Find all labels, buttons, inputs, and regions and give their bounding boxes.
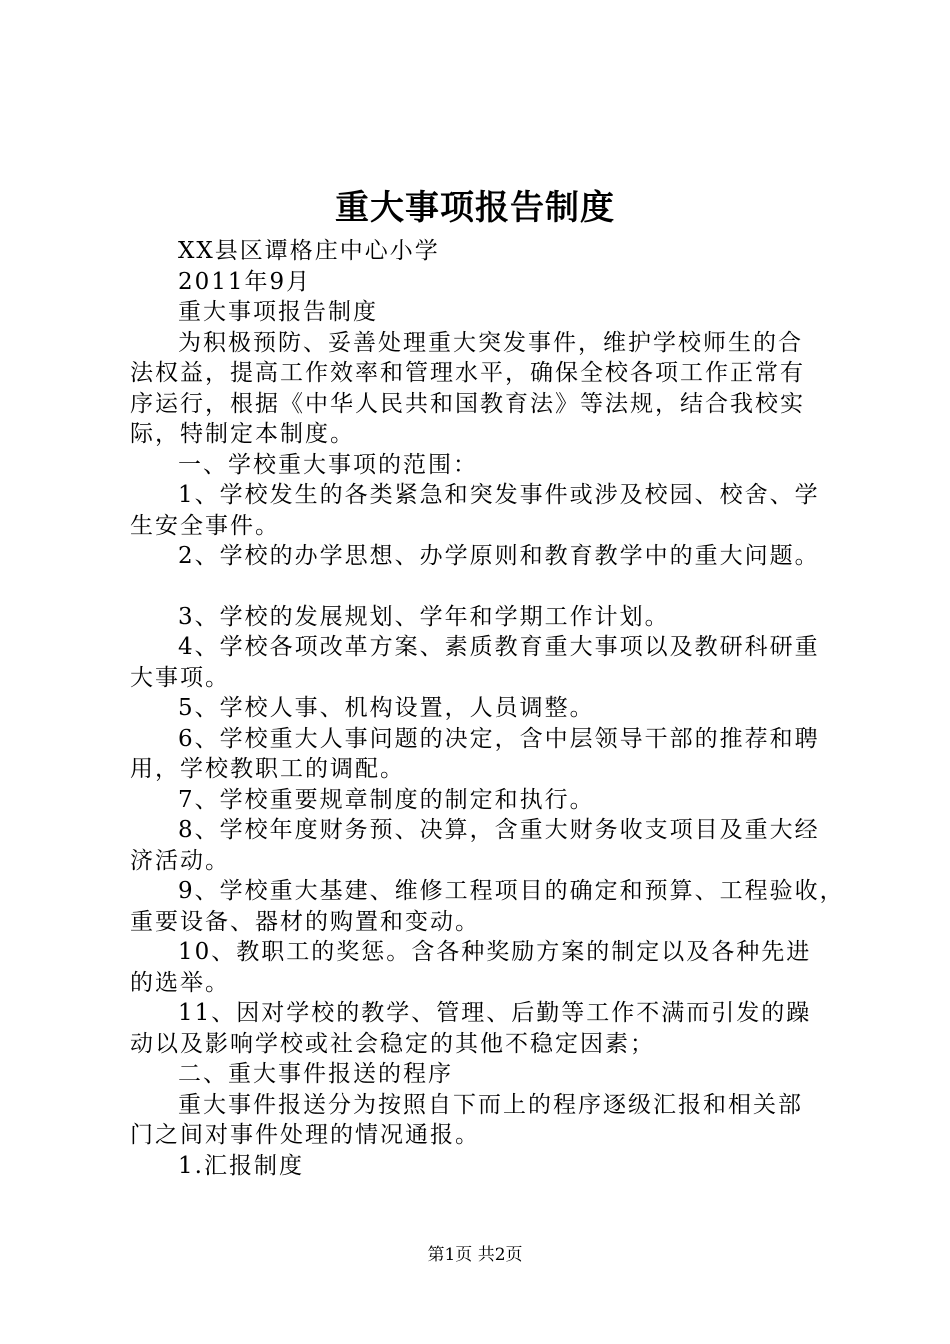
paragraph-line: 际，特制定本制度。 — [130, 421, 355, 447]
list-item-line: 10、教职工的奖惩。含各种奖励方案的制定以及各种先进 — [178, 939, 812, 965]
list-item-line: 5、学校人事、机构设置，人员调整。 — [178, 695, 595, 721]
list-item-line: 生安全事件。 — [130, 512, 280, 539]
list-item-line: 大事项。 — [130, 664, 230, 691]
list-item-line: 7、学校重要规章制度的制定和执行。 — [178, 786, 595, 813]
document-body — [130, 236, 845, 1181]
list-item-line: 4、学校各项改革方案、素质教育重大事项以及教研科研重 — [178, 634, 820, 660]
list-item-line: 1、学校发生的各类紧急和突发事件或涉及校园、校舍、学 — [178, 482, 820, 508]
list-item-line: 11、因对学校的教学、管理、后勤等工作不满而引发的躁 — [178, 1000, 812, 1026]
subtitle-line: 重大事项报告制度 — [178, 299, 378, 325]
list-item-line: 重要设备、器材的购置和变动。 — [130, 908, 480, 935]
list-item-line: 6、学校重大人事问题的决定，含中层领导干部的推荐和聘 — [178, 725, 820, 752]
list-item-line: 动以及影响学校或社会稳定的其他不稳定因素； — [130, 1030, 655, 1057]
section-heading: 二、重大事件报送的程序 — [178, 1061, 453, 1087]
paragraph-line: 门之间对事件处理的情况通报。 — [130, 1122, 480, 1148]
date-line: 2011年9月 — [178, 268, 312, 295]
paragraph-line: 为积极预防、妥善处理重大突发事件，维护学校师生的合 — [178, 329, 803, 356]
page-footer: 第1页 共2页 — [427, 1245, 523, 1265]
paragraph-line: 法权益，提高工作效率和管理水平，确保全校各项工作正常有 — [130, 360, 805, 386]
document-title: 重大事项报告制度 — [335, 188, 615, 228]
list-item-line: 2、学校的办学思想、办学原则和教育教学中的重大问题。 — [178, 543, 820, 569]
blank-line — [130, 572, 830, 602]
section-heading: 一、学校重大事项的范围： — [178, 451, 478, 478]
list-item-line: 济活动。 — [130, 847, 230, 874]
list-item-line: 用，学校教职工的调配。 — [130, 756, 405, 782]
paragraph-line: 重大事件报送分为按照自下而上的程序逐级汇报和相关部 — [178, 1091, 803, 1118]
list-item-line: 3、学校的发展规划、学年和学期工作计划。 — [178, 603, 670, 630]
list-item-line: 9、学校重大基建、维修工程项目的确定和预算、工程验收， — [178, 878, 845, 904]
subsection-heading: 1.汇报制度 — [178, 1152, 304, 1179]
school-name-line: XX县区谭格庄中心小学 — [178, 238, 440, 264]
list-item-line: 8、学校年度财务预、决算，含重大财务收支项目及重大经 — [178, 817, 820, 843]
list-item-line: 的选举。 — [130, 969, 230, 996]
paragraph-line: 序运行，根据《中华人民共和国教育法》等法规，结合我校实 — [130, 390, 805, 417]
